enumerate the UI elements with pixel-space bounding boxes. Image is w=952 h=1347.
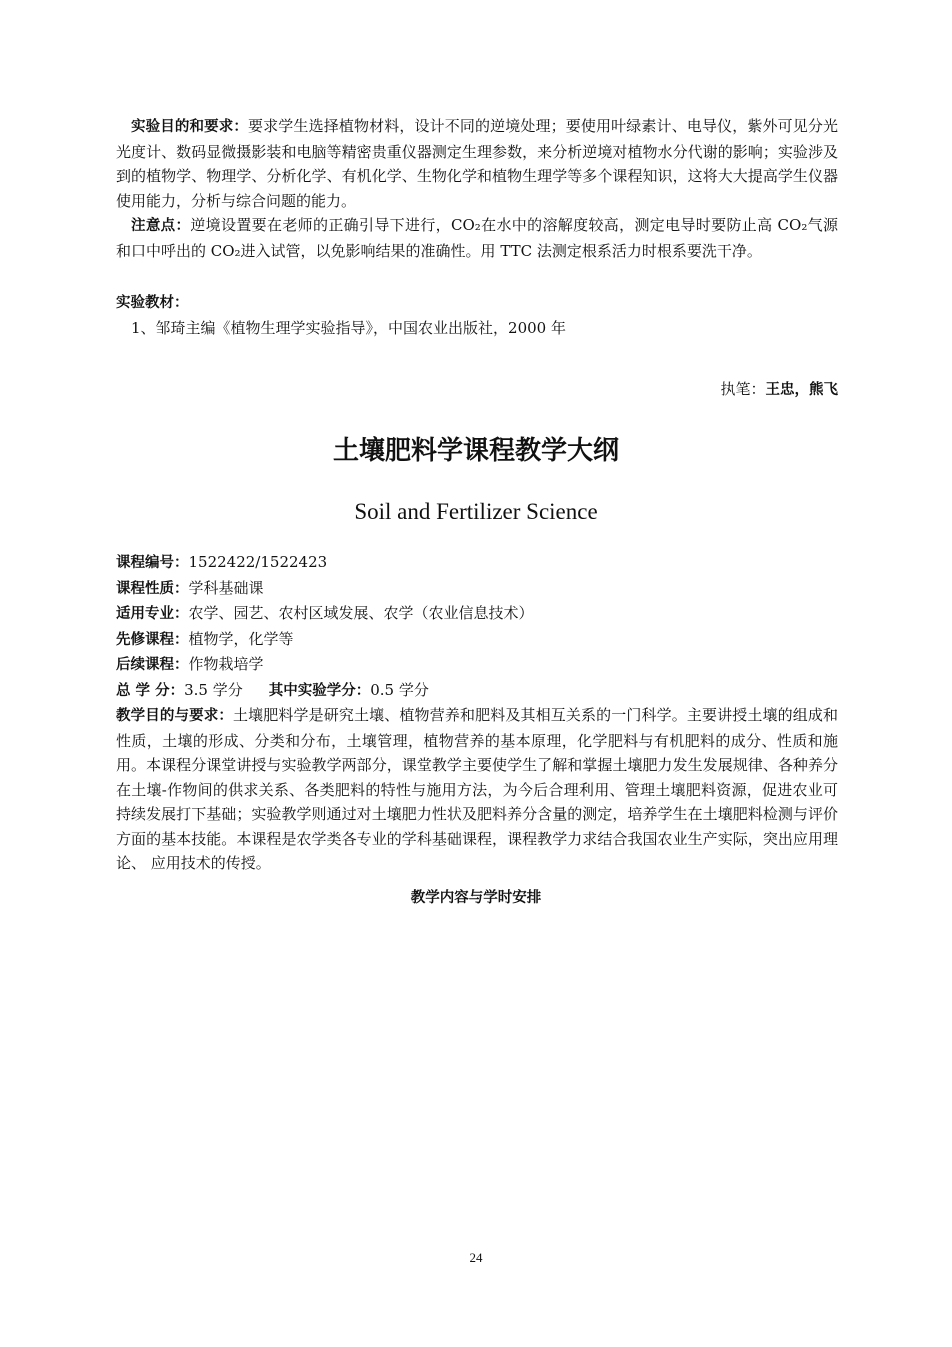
course-credits-value: 3.5 学分 bbox=[184, 680, 243, 699]
course-followup-row bbox=[116, 652, 838, 678]
materials-heading bbox=[116, 290, 838, 316]
course-prereq-row bbox=[116, 627, 838, 653]
course-title: 土壤肥料学课程教学大纲 bbox=[332, 436, 619, 466]
course-nature-value: 学科基础课 bbox=[188, 578, 264, 597]
section-heading: 教学内容与学时安排 bbox=[410, 890, 542, 906]
course-aim-label: 教学目的与要求： bbox=[116, 708, 234, 724]
experiment-goal-paragraph bbox=[116, 114, 838, 213]
course-aim-paragraph bbox=[116, 703, 838, 876]
course-credits-row bbox=[116, 678, 838, 704]
experiment-note-paragraph bbox=[116, 213, 838, 263]
course-credits-label: 总 学 分： bbox=[116, 682, 185, 699]
materials-section bbox=[116, 290, 838, 340]
course-info bbox=[116, 550, 838, 876]
course-prereq-label: 先修课程： bbox=[116, 631, 189, 648]
materials-label: 实验教材： bbox=[116, 295, 189, 311]
author-names: 王忠，熊飞 bbox=[765, 382, 838, 398]
experiment-goal-label: 实验目的和要求： bbox=[131, 119, 249, 135]
experiment-note-label: 注意点： bbox=[131, 218, 191, 234]
experiment-goal-text: 要求学生选择植物材料，设计不同的逆境处理；要使用叶绿素计、电导仪，紫外可见分光光度计、数码显微摄影装和电脑等精密贵重仪器测定生理参数，来分析逆境对植物水分代谢的影响；实验涉及到的植物学、物理学、分析化学、有机化学、生物化学和植物生理学等多个课程知识，这将大大提高学生仪器使用能力，分析与综合问题的能力。 bbox=[116, 117, 838, 210]
course-major-value: 农学、园艺、农村区域发展、农学（农业信息技术） bbox=[188, 604, 534, 622]
course-major-row bbox=[116, 601, 838, 627]
page-number: 24 bbox=[469, 1250, 483, 1265]
course-lab-credits-label: 其中实验学分： bbox=[268, 682, 371, 699]
course-code-row bbox=[116, 550, 838, 576]
course-aim-text: 土壤肥料学是研究土壤、植物营养和肥料及其相互关系的一门科学。主要讲授土壤的组成和性质，土壤的形成、分类和分布，土壤管理，植物营养的基本原理，化学肥料与有机肥料的成分、性质和施用。本课程分课堂讲授与实验教学两部分，课堂教学主要使学生了解和掌握土壤肥力发生发展规律、各种养分在土壤-作物间的供求关系、各类肥料的特性与施用方法，为今后合理利用、管理土壤肥料资源，促进农业可持续发展打下基础；实验教学则通过对土壤肥力性状及肥料养分含量的测定，培养学生在土壤肥料检测与评价方面的基本技能。本课程是农学类各专业的学科基础课程，课程教学力求结合我国农业生产实际，突出应用理论、 应用技术的传授。 bbox=[116, 706, 839, 872]
course-code-label: 课程编号： bbox=[116, 555, 189, 571]
experiment-note-text: 逆境设置要在老师的正确引导下进行，CO₂在水中的溶解度较高，测定电导时要防止高 CO₂气源和口中呼出的 CO₂进入试管，以免影响结果的准确性。用 TTC 法测定根系活力时根系要洗干净。 bbox=[116, 216, 839, 260]
course-nature-row bbox=[116, 576, 838, 602]
course-prereq-value: 植物学，化学等 bbox=[188, 629, 294, 648]
course-followup-label: 后续课程： bbox=[116, 657, 189, 673]
course-followup-value: 作物栽培学 bbox=[188, 655, 264, 673]
course-code-value: 1522422/1522423 bbox=[188, 553, 328, 571]
materials-item: 1、邹琦主编《植物生理学实验指导》，中国农业出版社，2000 年 bbox=[131, 318, 566, 337]
course-major-label: 适用专业： bbox=[116, 606, 189, 622]
course-lab-credits-value: 0.5 学分 bbox=[370, 680, 429, 699]
experiment-section bbox=[116, 114, 838, 263]
author-line bbox=[720, 378, 838, 399]
course-subtitle: Soil and Fertilizer Science bbox=[354, 499, 598, 524]
course-nature-label: 课程性质： bbox=[116, 580, 189, 597]
author-label: 执笔： bbox=[720, 380, 766, 398]
